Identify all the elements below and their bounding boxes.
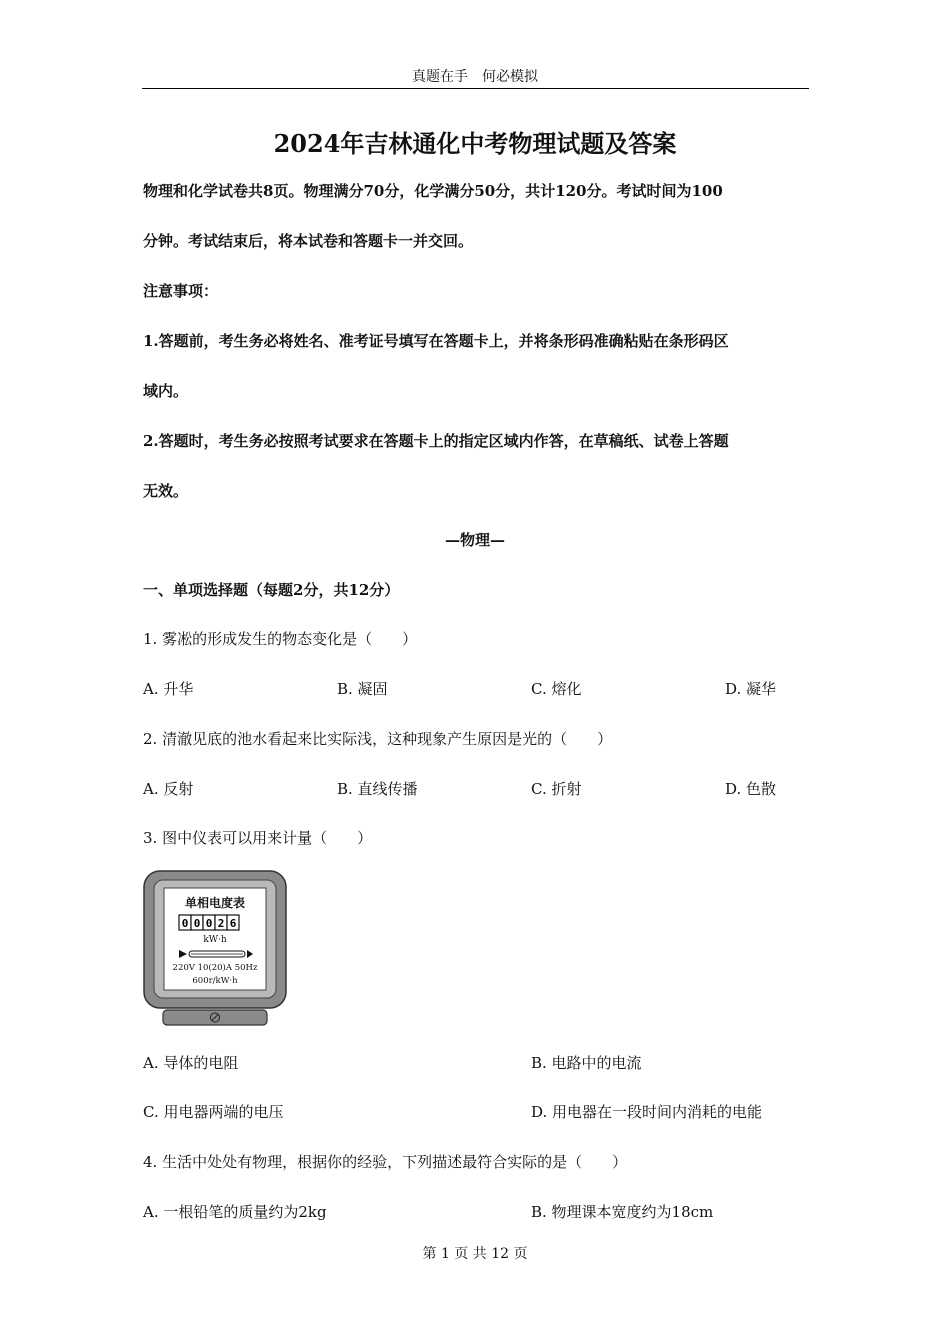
part-1-heading: 一、单项选择题（每题2分，共12分） (143, 581, 400, 599)
question-2-option-b: B. 直线传播 (337, 780, 418, 798)
meter-digit-2: 0 (193, 917, 201, 930)
page-header: 真题在手 何必模拟 (412, 69, 538, 85)
meter-unit: kW·h (203, 935, 227, 945)
meter-digit-5: 6 (229, 917, 237, 930)
question-2-option-d: D. 色散 (725, 780, 777, 798)
meter-disc-indicator (179, 950, 253, 958)
question-4-stem: 4. 生活中处处有物理，根据你的经验，下列描述最符合实际的是（ ） (143, 1153, 628, 1171)
notice-item-1-line-1: 1.答题前，考生务必将姓名、准考证号填写在答题卡上，并将条形码准确粘贴在条形码区 (143, 332, 729, 350)
question-1-option-c: C. 熔化 (531, 680, 582, 698)
question-1-option-a: A. 升华 (143, 680, 194, 698)
intro-line-2: 分钟。考试结束后，将本试卷和答题卡一并交回。 (143, 232, 474, 250)
header-rule (142, 88, 809, 89)
intro-line-1: 物理和化学试卷共8页。物理满分70分，化学满分50分，共计120分。考试时间为100 (143, 182, 723, 200)
question-3-option-d: D. 用电器在一段时间内消耗的电能 (531, 1103, 763, 1121)
meter-rating: 220V 10(20)A 50Hz (172, 963, 258, 973)
meter-digit-3: 0 (205, 917, 213, 930)
notice-heading: 注意事项： (143, 282, 219, 300)
question-1-option-d: D. 凝华 (725, 680, 777, 698)
section-title: —物理— (444, 531, 505, 549)
meter-constant: 600r/kW·h (192, 976, 238, 986)
notice-item-2-line-2: 无效。 (143, 482, 189, 500)
question-1-option-b: B. 凝固 (337, 680, 388, 698)
question-1-stem: 1. 雾凇的形成发生的物态变化是（ ） (143, 630, 418, 648)
meter-digit-1: 0 (181, 917, 189, 930)
electricity-meter-figure (143, 870, 289, 1028)
question-2-stem: 2. 清澈见底的池水看起来比实际浅，这种现象产生原因是光的（ ） (143, 730, 613, 748)
question-2-option-c: C. 折射 (531, 780, 582, 798)
notice-item-2-line-1: 2.答题时，考生务必按照考试要求在答题卡上的指定区域内作答，在草稿纸、试卷上答题 (143, 432, 729, 450)
meter-title: 单相电度表 (184, 896, 246, 910)
question-3-option-c: C. 用电器两端的电压 (143, 1103, 284, 1121)
question-2-option-a: A. 反射 (143, 780, 194, 798)
question-4-option-a: A. 一根铅笔的质量约为2kg (143, 1203, 327, 1221)
document-title: 2024年吉林通化中考物理试题及答案 (273, 129, 677, 158)
notice-item-1-line-2: 域内。 (143, 382, 189, 400)
question-3-stem: 3. 图中仪表可以用来计量（ ） (143, 829, 373, 847)
question-4-option-b: B. 物理课本宽度约为18cm (531, 1203, 714, 1221)
question-3-option-b: B. 电路中的电流 (531, 1054, 642, 1072)
question-3-option-a: A. 导体的电阻 (143, 1054, 239, 1072)
meter-counter (179, 915, 239, 930)
page-footer: 第 1 页 共 12 页 (422, 1246, 528, 1262)
meter-digit-4: 2 (217, 917, 225, 930)
